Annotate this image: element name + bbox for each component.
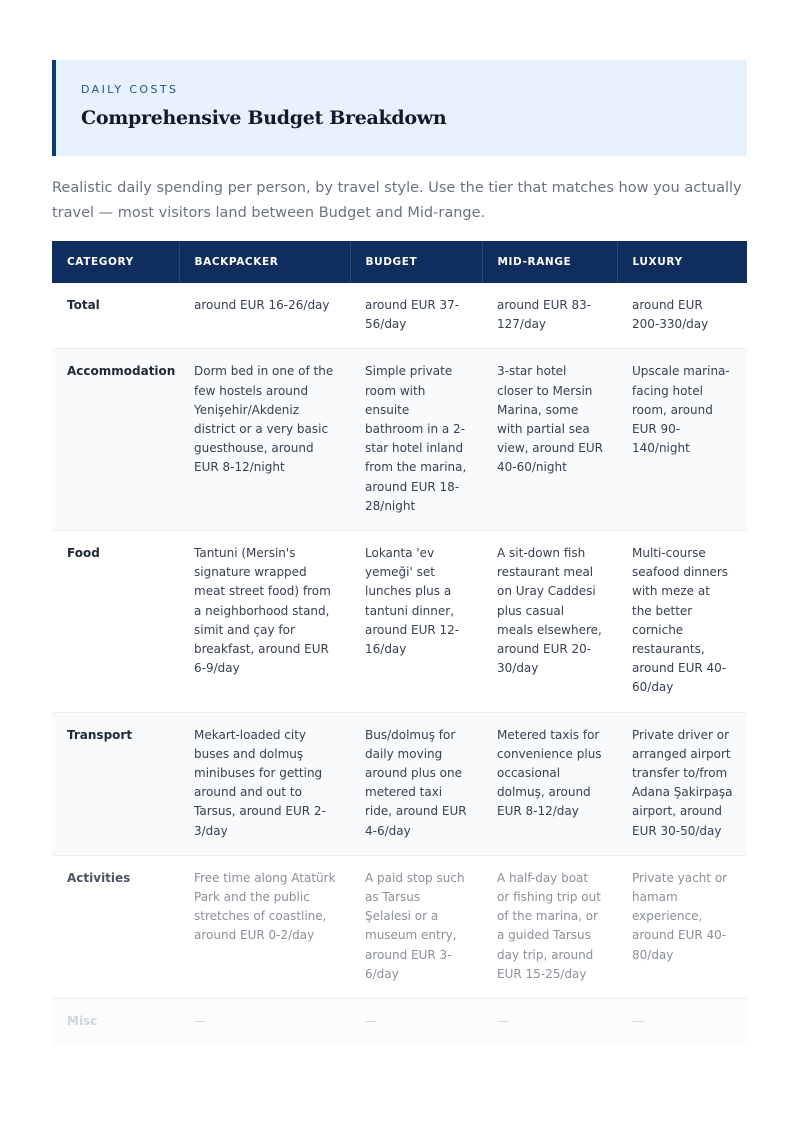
midrange-cell: 3-star hotel closer to Mersin Marina, some with partial sea view, around EUR 40-60/night (497, 364, 603, 475)
midrange-cell: — (497, 1014, 509, 1029)
luxury-cell: around EUR 200-330/day (632, 298, 709, 332)
table-row-transport (52, 712, 747, 855)
table-row-accommodation (52, 349, 747, 531)
backpacker-cell: around EUR 16-26/day (194, 298, 330, 312)
column-header-backpacker: BACKPACKER (179, 241, 350, 283)
row-category-label: Activities (67, 870, 131, 885)
table-header (52, 241, 747, 283)
luxury-cell: Private yacht or hamam experience, around EUR 40-80/day (632, 870, 728, 962)
budget-cell: Lokanta 'ev yemeği' set lunches plus a tantuni dinner, around EUR 12-16/day (365, 546, 460, 657)
budget-cell: — (365, 1014, 377, 1029)
row-category-label: Accommodation (67, 364, 176, 379)
budget-cell: A paid stop such as Tarsus Şelalesi or a museum entry, around EUR 3-6/day (365, 870, 465, 981)
midrange-cell: around EUR 83-127/day (497, 298, 592, 332)
backpacker-cell: Tantuni (Mersin's signature wrapped meat street food) from a neighborhood stand, simit and çay for breakfast, around EUR 6-9/day (194, 546, 331, 676)
section-header-card (52, 60, 747, 156)
budget-cell: around EUR 37-56/day (365, 298, 460, 332)
backpacker-cell: Mekart-loaded city buses and dolmuş minibuses for getting around and out to Tarsus, around EUR 2-3/day (194, 727, 326, 838)
row-category-label: Transport (67, 727, 133, 742)
table-row-misc (52, 999, 747, 1046)
column-header-midrange: MID-RANGE (482, 241, 617, 283)
row-category-label: Total (67, 298, 100, 312)
table-body (52, 283, 747, 1045)
table-row-total (52, 283, 747, 349)
row-category-label: Food (67, 546, 100, 561)
column-header-budget: BUDGET (350, 241, 482, 283)
section-eyebrow: DAILY COSTS (81, 83, 179, 96)
table-row-activities (52, 855, 747, 998)
budget-table (52, 241, 747, 1045)
luxury-cell: Private driver or arranged airport transfer to/from Adana Şakirpaşa airport, around EUR 30-50/day (632, 727, 733, 838)
budget-cell: Simple private room with ensuite bathroom in a 2-star hotel inland from the marina, around EUR 18-28/night (365, 364, 467, 513)
midrange-cell: Metered taxis for convenience plus occasional dolmuş, around EUR 8-12/day (497, 727, 602, 819)
luxury-cell: Multi-course seafood dinners with meze at the better corniche restaurants, around EUR 40-60/day (632, 546, 729, 695)
intro-paragraph: Realistic daily spending per person, by travel style. Use the tier that matches how you actually travel — most visitors land between Budget and Mid-range. (52, 180, 742, 221)
budget-cell: Bus/dolmuş for daily moving around plus one metered taxi ride, around EUR 4-6/day (365, 727, 467, 838)
table-header-row (52, 241, 747, 283)
backpacker-cell: Free time along Atatürk Park and the public stretches of coastline, around EUR 0-2/day (194, 870, 336, 943)
luxury-cell: — (632, 1014, 644, 1029)
column-header-luxury: LUXURY (617, 241, 747, 283)
page-title: Comprehensive Budget Breakdown (81, 107, 447, 129)
backpacker-cell: Dorm bed in one of the few hostels around Yenişehir/Akdeniz district or a very basic guesthouse, around EUR 8-12/night (194, 364, 334, 475)
row-category-label: Misc (67, 1014, 98, 1029)
table-row-food (52, 531, 747, 713)
backpacker-cell: — (194, 1014, 206, 1029)
column-header-category: CATEGORY (52, 241, 179, 283)
luxury-cell: Upscale marina-facing hotel room, around EUR 90-140/night (632, 364, 730, 456)
midrange-cell: A half-day boat or fishing trip out of the marina, or a guided Tarsus day trip, around EUR 15-25/day (497, 870, 601, 981)
midrange-cell: A sit-down fish restaurant meal on Uray Caddesi plus casual meals elsewhere, around EUR 20-30/day (497, 546, 602, 676)
